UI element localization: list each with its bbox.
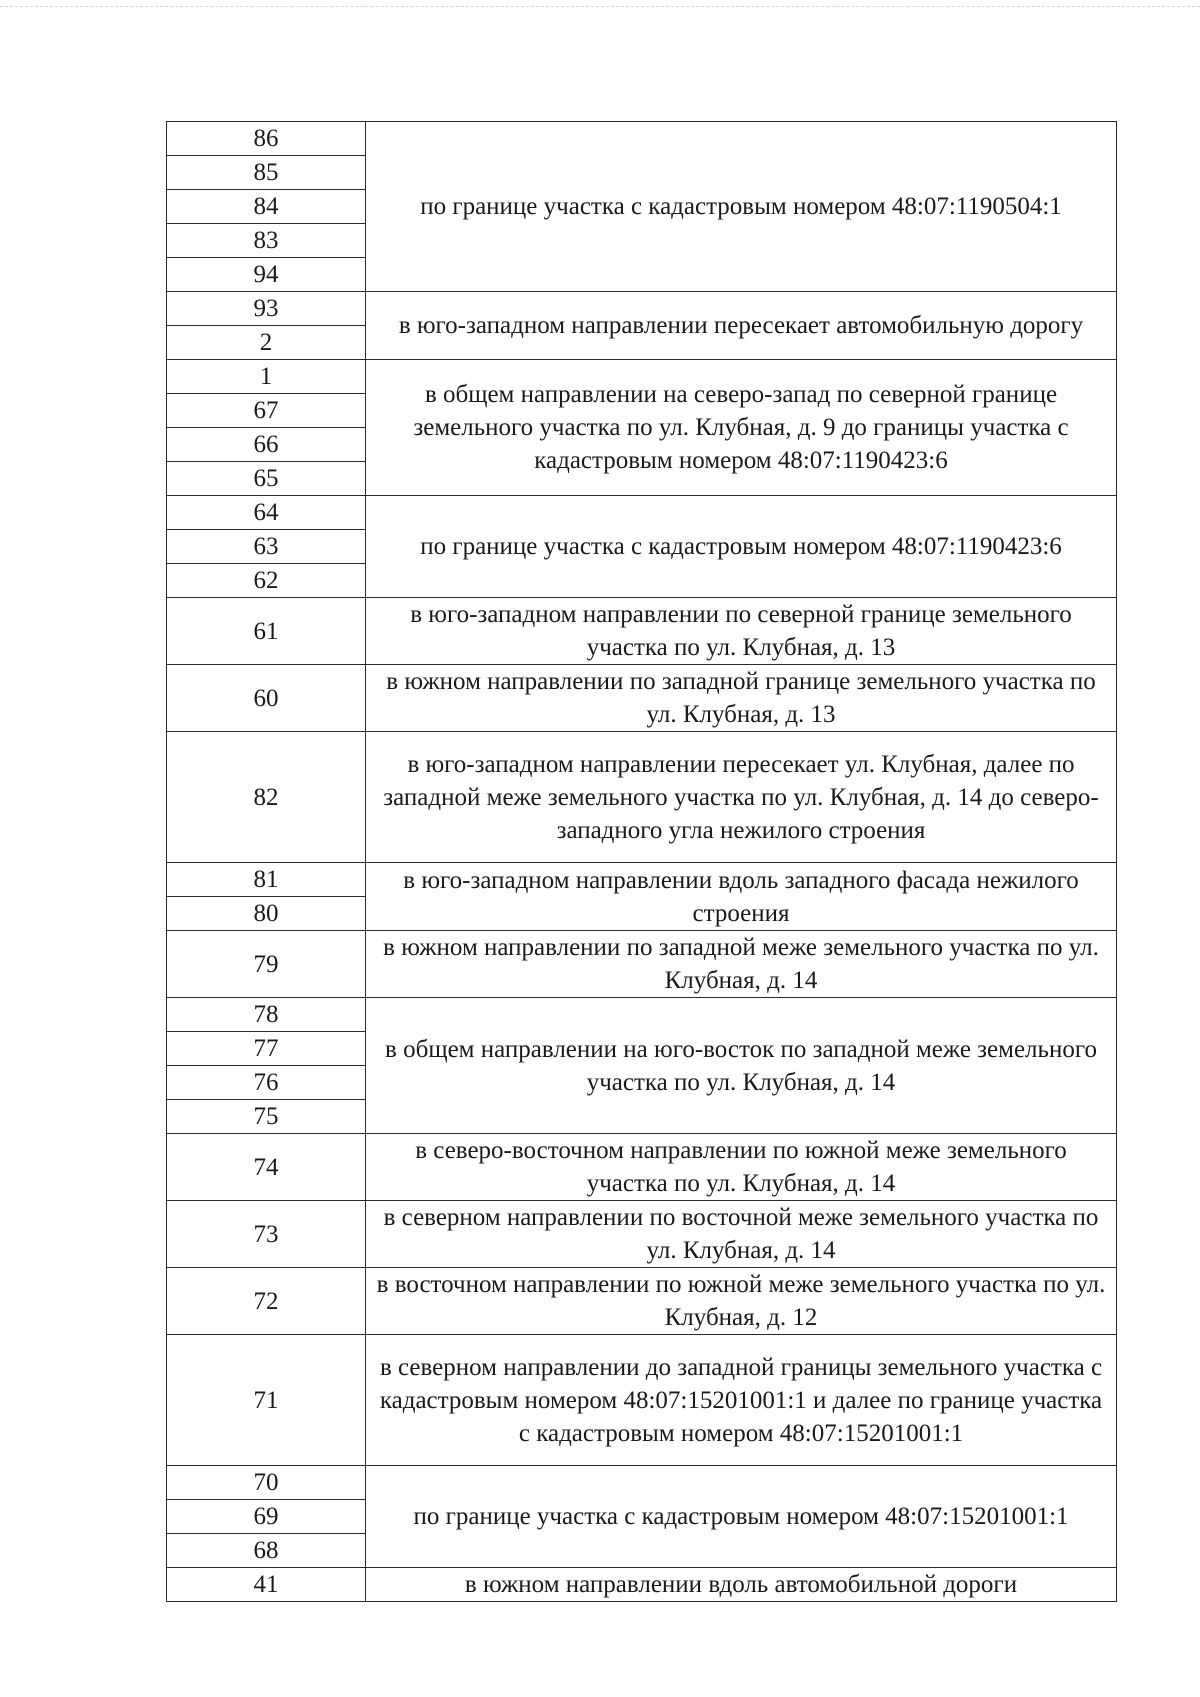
direction-description-cell: в общем направлении на юго-восток по западной меже земельного участка по ул. Клубная, д. 14 — [366, 998, 1117, 1134]
point-number-cell: 63 — [167, 530, 366, 564]
boundary-table — [166, 121, 1117, 1602]
point-number-cell: 74 — [167, 1134, 366, 1201]
direction-description-cell: по границе участка с кадастровым номером 48:07:15201001:1 — [366, 1466, 1117, 1568]
point-number-cell: 69 — [167, 1500, 366, 1534]
scan-edge — [0, 6, 1200, 11]
table-row — [167, 931, 1117, 998]
direction-description-cell: в юго-западном направлении вдоль западного фасада нежилого строения — [366, 863, 1117, 931]
table-row — [167, 292, 1117, 326]
point-number-cell: 64 — [167, 496, 366, 530]
point-number-cell: 85 — [167, 156, 366, 190]
point-number-cell: 68 — [167, 1534, 366, 1568]
direction-description-cell: в юго-западном направлении пересекает ул. Клубная, далее по западной меже земельного участка по ул. Клубная, д. 14 до северо-западного угла нежилого строения — [366, 732, 1117, 863]
point-number-cell: 70 — [167, 1466, 366, 1500]
point-number-cell: 62 — [167, 564, 366, 598]
direction-description-cell: по границе участка с кадастровым номером 48:07:1190504:1 — [366, 122, 1117, 292]
point-number-cell: 72 — [167, 1268, 366, 1335]
point-number-cell: 2 — [167, 326, 366, 360]
point-number-cell: 41 — [167, 1568, 366, 1602]
point-number-cell: 73 — [167, 1201, 366, 1268]
point-number-cell: 61 — [167, 598, 366, 665]
direction-description-cell: в юго-западном направлении пересекает автомобильную дорогу — [366, 292, 1117, 360]
point-number-cell: 79 — [167, 931, 366, 998]
table-row — [167, 863, 1117, 897]
point-number-cell: 77 — [167, 1032, 366, 1066]
table-row — [167, 598, 1117, 665]
table-row — [167, 1201, 1117, 1268]
direction-description-cell: в общем направлении на северо-запад по северной границе земельного участка по ул. Клубная, д. 9 до границы участка с кадастровым номером 48:07:1190423:6 — [366, 360, 1117, 496]
point-number-cell: 60 — [167, 665, 366, 732]
table-row — [167, 1568, 1117, 1602]
point-number-cell: 80 — [167, 897, 366, 931]
point-number-cell: 78 — [167, 998, 366, 1032]
boundary-table-body — [167, 122, 1117, 1602]
table-row — [167, 360, 1117, 394]
table-row — [167, 1335, 1117, 1466]
point-number-cell: 84 — [167, 190, 366, 224]
table-row — [167, 998, 1117, 1032]
table-row — [167, 1134, 1117, 1201]
point-number-cell: 65 — [167, 462, 366, 496]
point-number-cell: 1 — [167, 360, 366, 394]
point-number-cell: 83 — [167, 224, 366, 258]
direction-description-cell: в южном направлении по западной меже земельного участка по ул. Клубная, д. 14 — [366, 931, 1117, 998]
point-number-cell: 82 — [167, 732, 366, 863]
direction-description-cell: в северном направлении до западной границы земельного участка с кадастровым номером 48:07:15201001:1 и далее по границе участка с кадастровым номером 48:07:15201001:1 — [366, 1335, 1117, 1466]
table-row — [167, 732, 1117, 863]
table-row — [167, 122, 1117, 156]
direction-description-cell: в южном направлении по западной границе земельного участка по ул. Клубная, д. 13 — [366, 665, 1117, 732]
point-number-cell: 81 — [167, 863, 366, 897]
point-number-cell: 67 — [167, 394, 366, 428]
direction-description-cell: в северном направлении по восточной меже земельного участка по ул. Клубная, д. 14 — [366, 1201, 1117, 1268]
direction-description-cell: в восточном направлении по южной меже земельного участка по ул. Клубная, д. 12 — [366, 1268, 1117, 1335]
direction-description-cell: в юго-западном направлении по северной границе земельного участка по ул. Клубная, д. 13 — [366, 598, 1117, 665]
point-number-cell: 66 — [167, 428, 366, 462]
direction-description-cell: по границе участка с кадастровым номером 48:07:1190423:6 — [366, 496, 1117, 598]
point-number-cell: 93 — [167, 292, 366, 326]
table-row — [167, 496, 1117, 530]
direction-description-cell: в южном направлении вдоль автомобильной дороги — [366, 1568, 1117, 1602]
table-row — [167, 1268, 1117, 1335]
point-number-cell: 94 — [167, 258, 366, 292]
point-number-cell: 76 — [167, 1066, 366, 1100]
point-number-cell: 71 — [167, 1335, 366, 1466]
table-row — [167, 665, 1117, 732]
direction-description-cell: в северо-восточном направлении по южной меже земельного участка по ул. Клубная, д. 14 — [366, 1134, 1117, 1201]
point-number-cell: 75 — [167, 1100, 366, 1134]
point-number-cell: 86 — [167, 122, 366, 156]
table-row — [167, 1466, 1117, 1500]
